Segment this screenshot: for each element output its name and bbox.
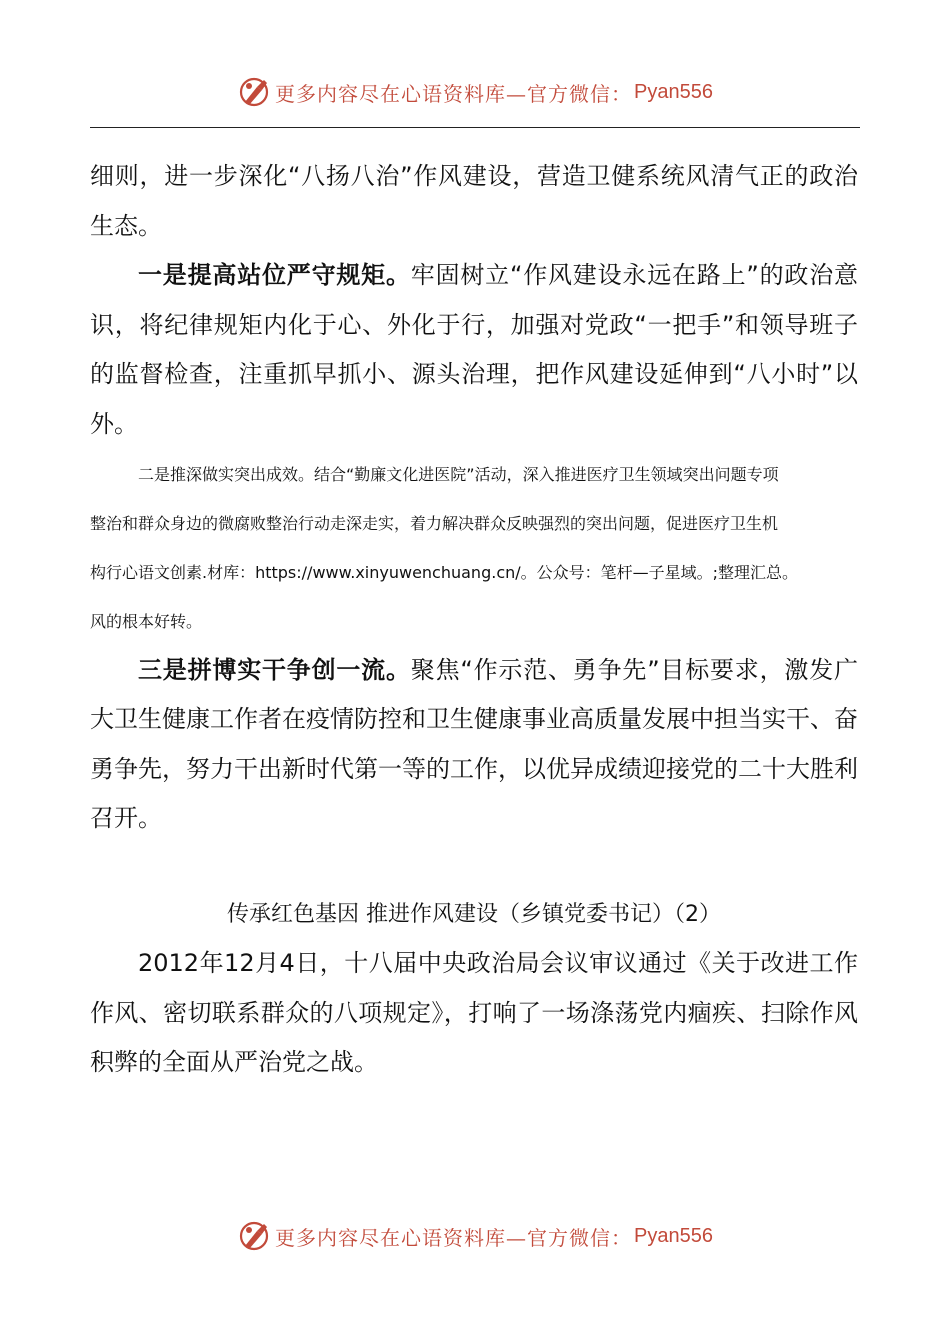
header-divider <box>90 127 860 128</box>
section-gap <box>90 844 858 890</box>
banner-wechat-id: Pyan556 <box>634 1224 713 1247</box>
paragraph-2-body: 牢固树立“作风建设永远在路上”的政治意识，将纪律规矩内化于心、外化于行，加强对党政“一把手”和领导班子的监督检查，注重抓早抓小、源头治理，把作风建设延伸到“八小时”以外。 <box>90 261 859 438</box>
paragraph-3-line-2: 整治和群众身边的微腐败整治行动走深走实，着力解决群众反映强烈的突出问题，促进医疗卫生机 <box>90 513 779 533</box>
paragraph-2-lead: 一是提高站位严守规矩。 <box>138 261 411 290</box>
paragraph-3-line-3: 构行心语文创素.材库：https://www.xinyuwenchuang.cn/。公众号：笔杆—子星域。;整理汇总。 <box>90 562 799 582</box>
pen-nib-logo-icon <box>237 1219 271 1253</box>
banner-text: 更多内容尽在心语资料库—官方微信： <box>275 1225 633 1250</box>
paragraph-3-line-1: 二是推深做实突出成效。结合“勤廉文化进医院”活动，深入推进医疗卫生领域突出问题专项 <box>138 464 779 484</box>
paragraph-3 <box>90 450 858 646</box>
paragraph-3-line-4: 风的根本好转。 <box>90 611 203 631</box>
paragraph-2 <box>90 251 858 449</box>
footer-banner <box>0 1214 950 1258</box>
banner-wechat-id: Pyan556 <box>634 80 713 103</box>
document-body <box>90 152 858 1088</box>
paragraph-4-body: 聚焦“作示范、勇争先”目标要求，激发广大卫生健康工作者在疫情防控和卫生健康事业高质量发展中担当实干、奋勇争先，努力干出新时代第一等的工作，以优异成绩迎接党的二十大胜利召开。 <box>90 655 859 833</box>
section-title: 传承红色基因 推进作风建设（乡镇党委书记）（2） <box>227 901 721 927</box>
paragraph-4 <box>90 646 858 844</box>
paragraph-1: 细则，进一步深化“八扬八治”作风建设，营造卫健系统风清气正的政治生态。 <box>90 162 858 240</box>
pen-nib-logo-icon <box>237 75 271 109</box>
header-banner <box>0 70 950 114</box>
banner-text: 更多内容尽在心语资料库—官方微信： <box>275 81 633 106</box>
paragraph-4-lead: 三是拼博实干争创一流。 <box>138 655 411 684</box>
paragraph-5: 2012年12月4日，十八届中央政治局会议审议通过《关于改进工作作风、密切联系群众的八项规定》，打响了一场涤荡党内痼疾、扫除作风积弊的全面从严治党之战。 <box>90 948 858 1077</box>
